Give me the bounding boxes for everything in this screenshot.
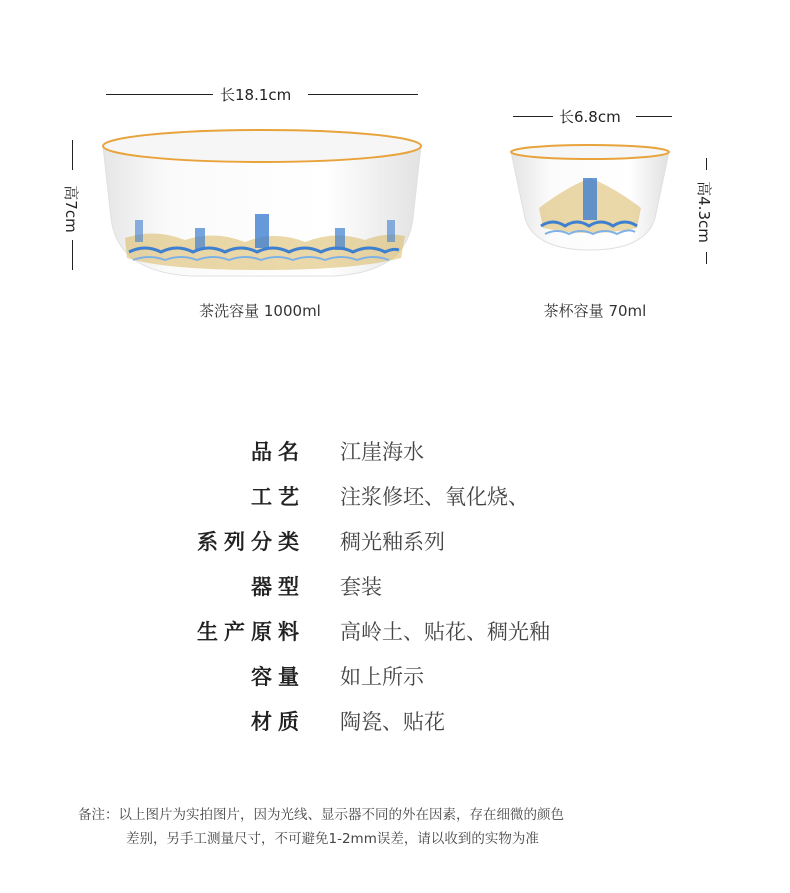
spec-value-series: 稠光釉系列 [340,530,445,554]
bowl-height-line-top [72,140,73,170]
spec-value-texture: 陶瓷、贴花 [340,710,445,734]
cup-length-line-left [513,116,553,117]
bowl-length-label: 长18.1cm [220,86,292,104]
cup-height-line-bottom [706,252,707,264]
spec-value-name: 江崖海水 [340,440,424,464]
cup-length-line-right [636,116,672,117]
spec-value-capacity: 如上所示 [340,665,424,689]
spec-label-name: 品名 [251,439,305,464]
cup-height-label: 高4.3cm [695,181,713,243]
spec-value-shape: 套装 [340,575,382,599]
spec-value-craft: 注浆修坯、氧化烧、 [340,485,529,509]
spec-label-capacity: 容量 [251,664,305,689]
tea-wash-bowl-image [95,118,430,288]
spec-label-materials: 生产原料 [197,619,305,644]
spec-label-shape: 器型 [251,574,305,599]
bowl-capacity-caption: 茶洗容量 1000ml [199,302,321,320]
spec-label-craft: 工艺 [251,484,305,509]
bowl-height-line-bottom [72,240,73,270]
cup-length-label: 长6.8cm [559,108,621,126]
bowl-height-label: 高7cm [62,185,80,233]
cup-capacity-caption: 茶杯容量 70ml [543,302,647,320]
spec-label-texture: 材质 [251,709,305,734]
disclaimer-line-2: 差别，另手工测量尺寸，不可避免1-2mm误差，请以收到的实物为准 [126,831,539,847]
bowl-length-line-right [308,94,418,95]
spec-value-materials: 高岭土、贴花、稠光釉 [340,620,550,644]
tea-cup-image [505,138,675,258]
bowl-length-line-left [106,94,213,95]
disclaimer-line-1: 备注：以上图片为实拍图片，因为光线、显示器不同的外在因素，存在细微的颜色 [78,807,564,823]
spec-label-series: 系列分类 [197,529,305,554]
cup-height-line-top [706,158,707,170]
